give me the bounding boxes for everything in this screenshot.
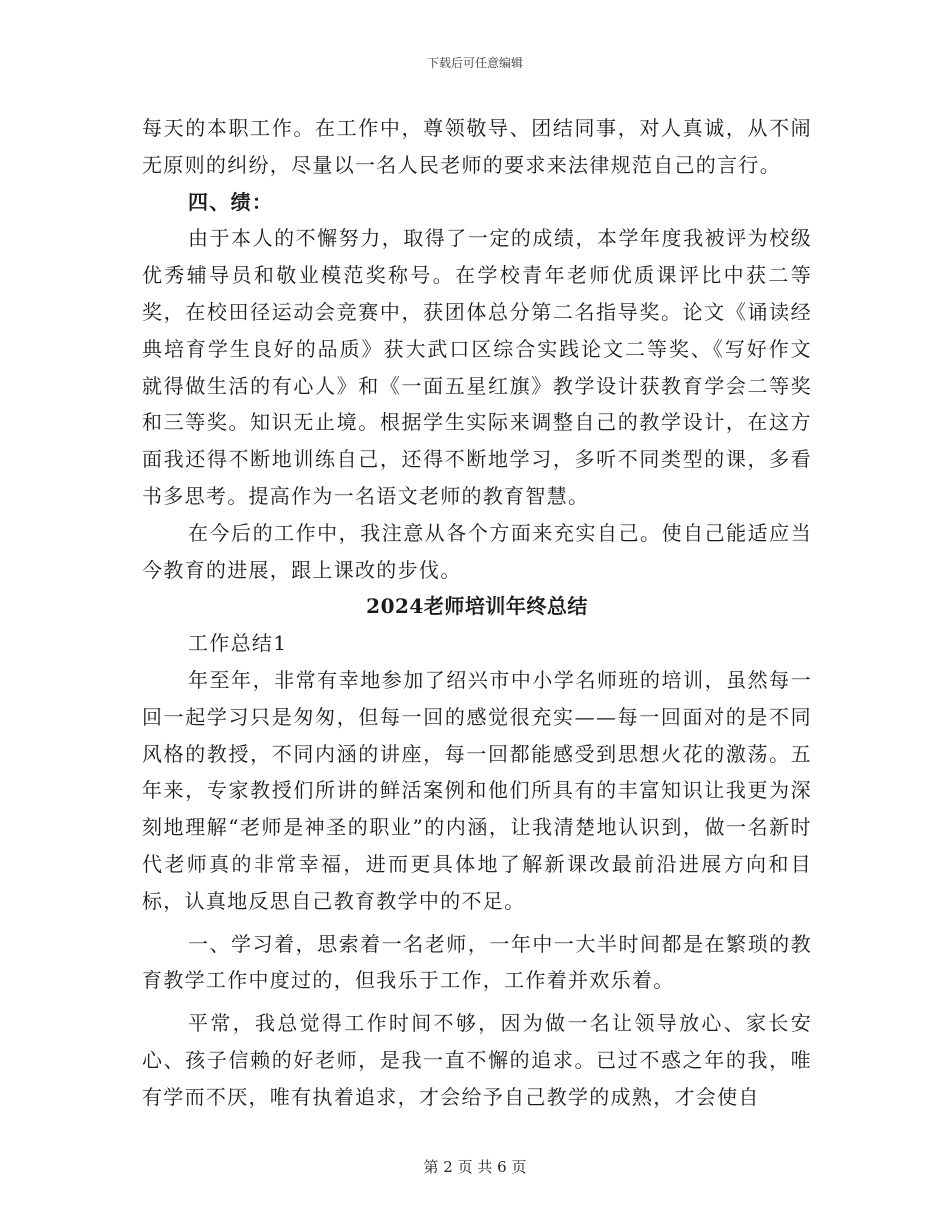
paragraph-training: 年至年，非常有幸地参加了绍兴市中小学名师班的培训，虽然每一回一起学习只是匆匆，但每一回的感觉很充实——每一回面对的是不同风格的教授，不同内涵的讲座，每一回都能感受到思想火花的激荡。五年来，专家教授们所讲的鲜活案例和他们所具有的丰富知识让我更为深刻地理解“老师是神圣的职业”的内涵，让我清楚地认识到，做一名新时代老师真的非常幸福，进而更具体地了解新课改最前沿进展方向和目标，认真地反思自己教育教学中的不足。 — [142, 667, 812, 913]
page-footer: 第 2 页 共 6 页 — [423, 1158, 527, 1176]
document-title: 2024老师培训年终总结 — [366, 594, 588, 619]
paragraph-learning: 一、学习着，思索着一名老师，一年中一大半时间都是在繁琐的教育教学工作中度过的，但我乐于工作，工作着并欢乐着。 — [142, 931, 812, 993]
paragraph-achievements: 由于本人的不懈努力，取得了一定的成绩，本学年度我被评为校级优秀辅导员和敬业模范奖称号。在学校青年老师优质课评比中获二等奖，在校田径运动会竞赛中，获团体总分第二名指导奖。论文《诵读经典培育学生良好的品质》获大武口区综合实践论文二等奖、《写好作文就得做生活的有心人》和《一面五星红旗》教学设计获教育学会二等奖和三等奖。知识无止境。根据学生实际来调整自己的教学设计，在这方面我还得不断地训练自己，还得不断地学习，多听不同类型的课，多看书多思考。提高作为一名语文老师的教育智慧。 — [142, 226, 812, 508]
document-body — [142, 110, 812, 1116]
paragraph-daily: 平常，我总觉得工作时间不够，因为做一名让领导放心、家长安心、孩子信赖的好老师，是我一直不懈的追求。已过不惑之年的我，唯有学而不厌，唯有执着追求，才会给予自己教学的成熟，才会使自 — [142, 1011, 812, 1109]
section-heading-achievements: 四、绩： — [188, 189, 274, 214]
paragraph-conduct: 每天的本职工作。在工作中，尊领敬导、团结同事，对人真诚，从不闹无原则的纠纷，尽量以一名人民老师的要求来法律规范自己的言行。 — [142, 116, 812, 177]
subheading-summary-1: 工作总结1 — [188, 631, 288, 656]
paragraph-future: 在今后的工作中，我注意从各个方面来充实自己。使自己能适应当今教育的进展，跟上课改的步伐。 — [142, 520, 812, 582]
page-header: 下载后可任意编辑 — [426, 56, 523, 70]
